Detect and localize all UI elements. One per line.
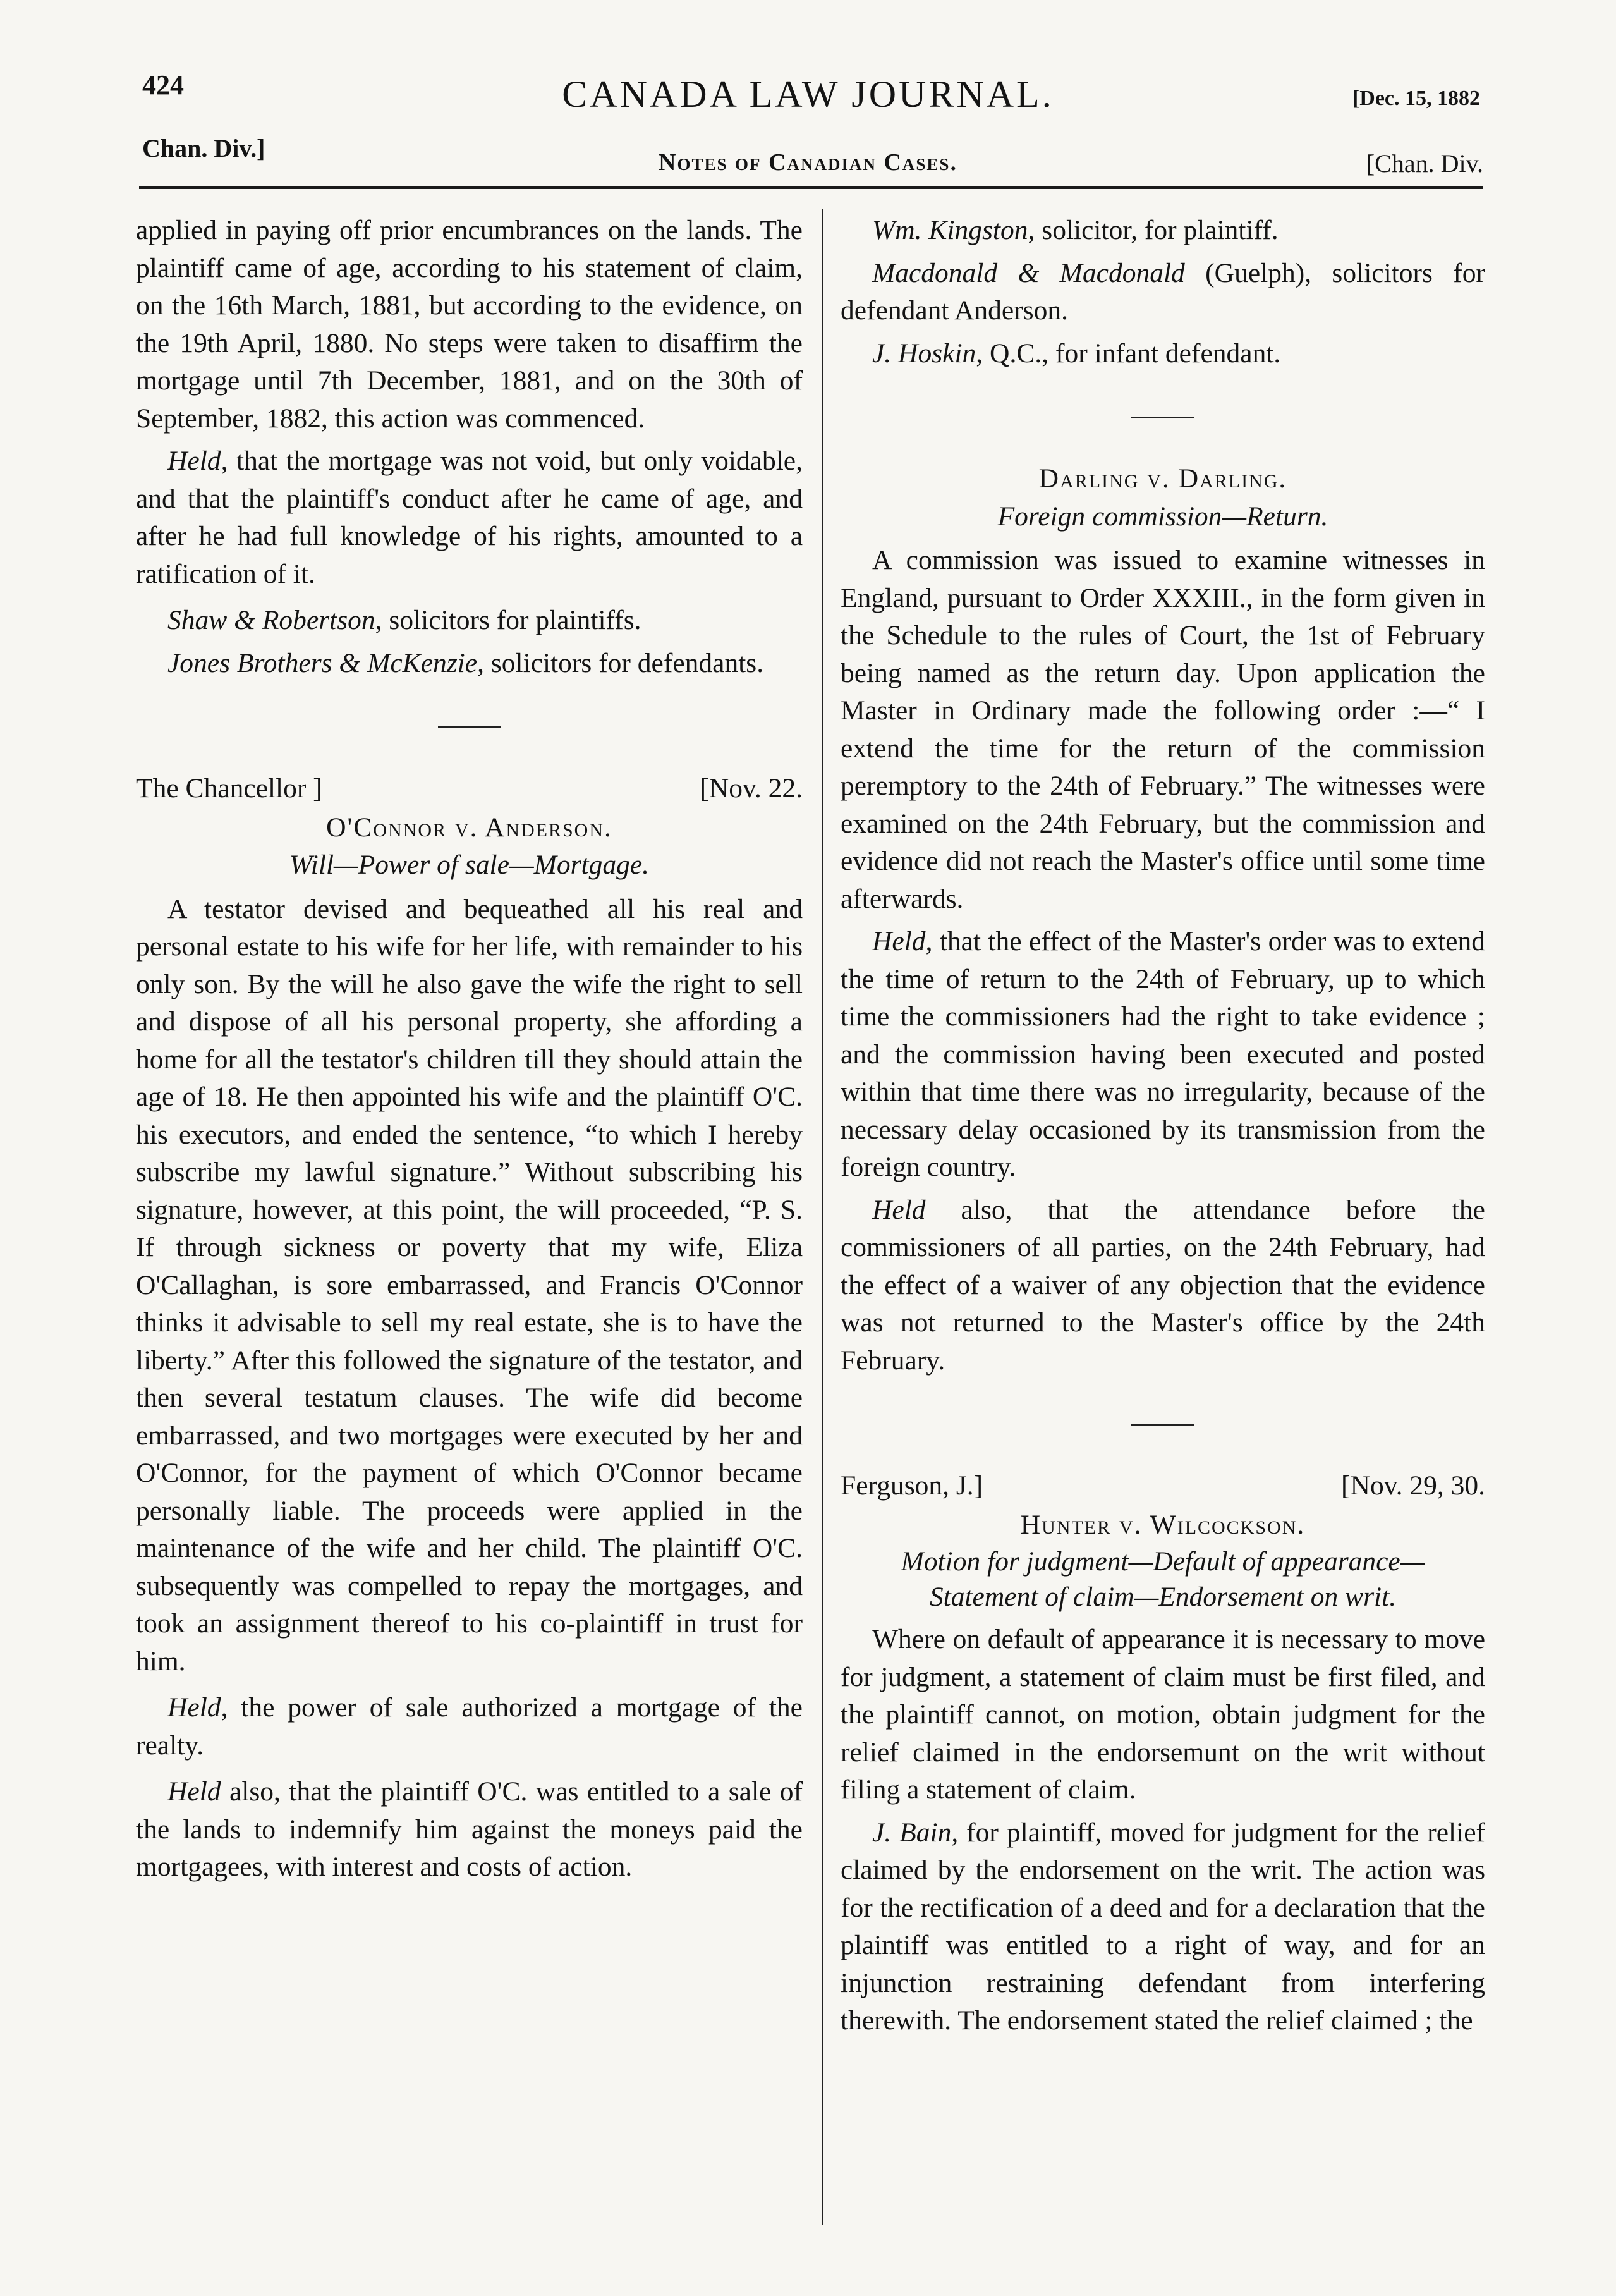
issue-date: [Dec. 15, 1882 [1352, 87, 1480, 110]
solicitor-role: , solicitors for plaintiffs. [375, 605, 641, 635]
solicitor-line [841, 335, 1485, 373]
held-label: Held [167, 1776, 221, 1807]
case-subject [841, 1544, 1485, 1615]
right-column [841, 212, 1485, 2040]
running-header [0, 60, 1616, 123]
paragraph-text: , for plaintiff, moved for judgment for the relief claimed by the endorsement on the writ. The action was for the rectification of a deed and for a declaration that the plaintiff was entitled to a right of way, and for an injunction restraining defendant from interfering therewith. The endorsement stated the relief claimed ; the [841, 1817, 1486, 2036]
solicitor-line [841, 212, 1485, 250]
case-date: [Nov. 29, 30. [1341, 1470, 1485, 1501]
case-heading [136, 770, 803, 808]
solicitor-name: Wm. Kingston [872, 215, 1028, 245]
held-label: Held [872, 1194, 926, 1225]
held-text: also, that the attendance before the commissioners of all parties, on the 24th February, had the effect of a waiver of any objection that the evidence was not returned to the Master's office by the 24th February. [841, 1194, 1485, 1376]
case-divider [1131, 1424, 1194, 1426]
solicitor-name: J. Hoskin [872, 338, 976, 369]
held-text: , that the mortgage was not void, but only voidable, and that the plaintiff's conduct after he came of age, and after he had full knowledge of his rights, amounted to a ratification of it. [136, 446, 803, 589]
paragraph: Where on default of appearance it is necessary to move for judgment, a statement of claim must be first filed, and the plaintiff cannot, on motion, obtain judgment for the relief claimed in the endorsemunt on the writ without filing a statement of claim. [841, 1624, 1485, 1805]
case-subject-line: Motion for judgment—Default of appearance— [901, 1546, 1425, 1577]
holding [841, 1192, 1485, 1380]
solicitor-line [136, 645, 803, 683]
held-text: , that the effect of the Master's order was to extend the time of return to the 24th of February, up to which time the commissioners had the right to take evidence ; and the commission having been executed and posted within that time there was no irregularity, because of the necessary delay occasioned by its transmission from the foreign country. [841, 926, 1485, 1182]
page-number: 424 [142, 70, 184, 101]
paragraph: A commission was issued to examine witnesses in England, pursuant to Order XXXIII., in the form given in the Schedule to the rules of Court, the 1st of February being named as the return day. Upon application the Master in Ordinary made the following order :—“ I extend the time for the return of the commission peremptory to the 24th of February.” The witnesses were examined on the 24th February, but the commission and evidence did not reach the Master's office until some time afterwards. [841, 545, 1485, 914]
court-name: The Chancellor ] [136, 773, 322, 803]
case-subject: Foreign commission—Return. [997, 501, 1328, 532]
case-divider [438, 726, 501, 728]
case-subject: Will—Power of sale—Mortgage. [289, 850, 650, 880]
case-subject-line: Statement of claim—Endorsement on writ. [929, 1582, 1397, 1612]
court-name: Ferguson, J.] [841, 1470, 983, 1501]
solicitor-name: Jones Brothers & McKenzie [167, 647, 478, 678]
held-text: also, that the plaintiff O'C. was entitled to a sale of the lands to indemnify him against the moneys paid the mortgagees, with interest and costs of action. [136, 1776, 803, 1882]
solicitor-line [136, 602, 803, 640]
solicitor-name: Shaw & Robertson [167, 605, 375, 635]
counsel-name: J. Bain [872, 1817, 952, 1848]
case-title: Darling v. Darling. [1038, 463, 1287, 494]
section-left: Chan. Div.] [142, 134, 265, 162]
case-heading [841, 1467, 1485, 1505]
case-date: [Nov. 22. [700, 773, 803, 803]
paragraph: applied in paying off prior encumbrances on the lands. The plaintiff came of age, according to his statement of claim, on the 16th March, 1881, but according to the evidence, on the 19th April, 1880. No steps were taken to disaffirm the mortgage until 7th December, 1881, and on the 30th of September, 1882, this action was commenced. [136, 215, 803, 434]
left-column [136, 212, 803, 1886]
case-title: O'Connor v. Anderson. [326, 812, 612, 843]
holding [136, 1689, 803, 1764]
case-title: Hunter v. Wilcockson. [1020, 1509, 1306, 1540]
held-label: Held [167, 1692, 221, 1723]
case-divider [1131, 417, 1194, 418]
solicitor-role: , Q.C., for infant defendant. [976, 338, 1281, 369]
solicitor-role: , solicitors for defendants. [477, 647, 764, 678]
solicitor-role: (Guelph), solicitors for defendant Anderson. [841, 257, 1485, 326]
section-right: [Chan. Div. [1366, 149, 1483, 178]
column-divider [822, 209, 823, 2225]
solicitor-name: Macdonald & Macdonald [872, 257, 1185, 288]
solicitor-role: , solicitor, for plaintiff. [1028, 215, 1279, 245]
holding [136, 1773, 803, 1886]
holding [136, 443, 803, 593]
solicitor-line [841, 255, 1485, 330]
holding [841, 923, 1485, 1187]
paragraph: A testator devised and bequeathed all his real and personal estate to his wife for her life, with remainder to his only son. By the will he also gave the wife the right to sell and dispose of all his personal property, she affording a home for all the testator's children till they should attain the age of 18. He then appointed his wife and the plaintiff O'C. his executors, and ended the sentence, “to which I hereby subscribe my lawful signature.” Without subscribing his signature, however, at this point, the will proceeded, “P. S. If through sickness or poverty that my wife, Eliza O'Callaghan, is sore embarrassed, and Francis O'Connor thinks it advisable to sell my real estate, she is to have the liberty.” After this followed the signature of the testator, and then several testatum clauses. The wife did become embarrassed, and two mortgages were executed by her and O'Connor, for the payment of which O'Connor became personally liable. The proceeds were applied in the maintenance of the wife and her child. The plaintiff O'C. subsequently was compelled to repay the mortgages, and took an assignment thereof to his co-plaintiff in trust for him. [136, 893, 803, 1676]
section-header [0, 130, 1616, 178]
journal-title: CANADA LAW JOURNAL. [562, 73, 1054, 115]
held-label: Held [167, 446, 221, 476]
header-rule [139, 186, 1483, 189]
paragraph [841, 1814, 1485, 2040]
held-text: , the power of sale authorized a mortgage of the realty. [136, 1692, 803, 1761]
held-label: Held [872, 926, 926, 956]
section-title: Notes of Canadian Cases. [659, 149, 957, 176]
